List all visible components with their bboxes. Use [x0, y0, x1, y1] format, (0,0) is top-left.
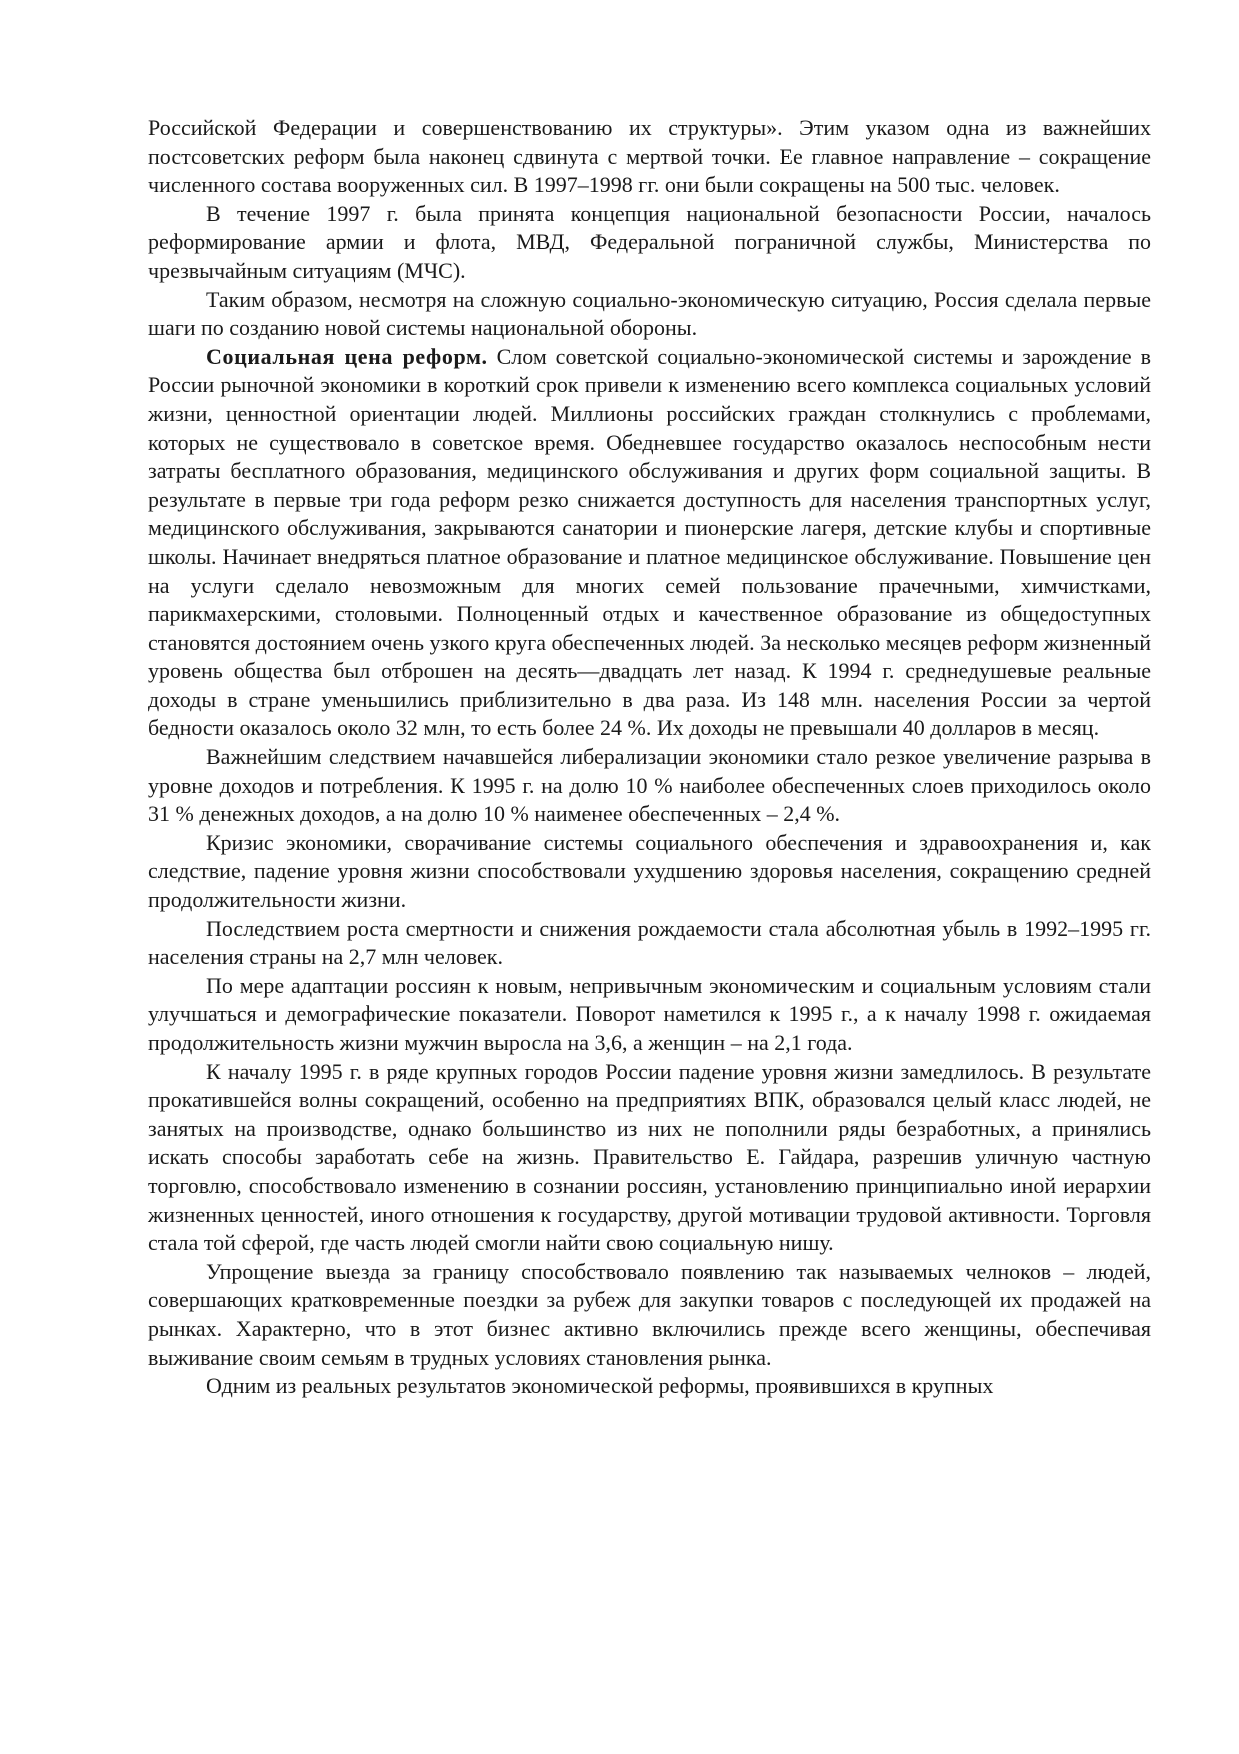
paragraph-2: В течение 1997 г. была принята концепция национальной безопасности России, началось реформирование армии и флота, МВД, Федеральной пограничной службы, Министерства по чрезвычайным ситуациям (МЧС). [148, 200, 1151, 283]
paragraph-5: Важнейшим следствием начавшейся либерализации экономики стало резкое увеличение разрыва в уровне доходов и потребления. К 1995 г. на долю 10 % наиболее обеспеченных слоев приходилось около 31 % денежных доходов, а на долю 10 % наименее обеспеченных – 2,4 %. [148, 744, 1151, 827]
section-heading: Социальная цена реформ. [206, 343, 488, 369]
paragraph-4-body: Слом советской социально-экономической системы и зарождение в России рыночной экономики в короткий срок привели к изменению всего комплекса социальных условий жизни, ценностной ориентации людей. Миллионы российских граждан столкнулись с проблемами, которых не существовало в советское время. Обедневшее государство оказалось неспособным нести затраты бесплатного образования, медицинского обслуживания и других форм социальной защиты. В результате в первые три года реформ резко снижается доступность для населения транспортных услуг, медицинского обслуживания, закрываются санатории и пионерские лагеря, детские клубы и спортивные школы. Начинает внедряться платное образование и платное медицинское обслуживание. Повышение цен на услуги сделало невозможным для многих семей пользование прачечными, химчистками, парикмахерскими, столовыми. Полноценный отдых и качественное образование из общедоступных становятся достоянием очень узкого круга обеспеченных людей. За несколько месяцев реформ жизненный уровень общества был отброшен на десять—двадцать лет назад. К 1994 г. среднедушевые реальные доходы в стране уменьшились приблизительно в два раза. Из 148 млн. населения России за чертой бедности оказалось около 32 млн, то есть более 24 %. Их доходы не превышали 40 долларов в месяц. [148, 343, 1151, 741]
paragraph-7: Последствием роста смертности и снижения рождаемости стала абсолютная убыль в 1992–1995 гг. населения страны на 2,7 млн человек. [148, 915, 1151, 970]
paragraph-10: Упрощение выезда за границу способствовало появлению так называемых челноков – людей, совершающих кратковременные поездки за рубеж для закупки товаров с последующей их продажей на рынках. Характерно, что в этот бизнес активно включились прежде всего женщины, обеспечивая выживание своим семьям в трудных условиях становления рынка. [148, 1258, 1151, 1370]
paragraph-11: Одним из реальных результатов экономической реформы, проявившихся в крупных [206, 1373, 994, 1399]
paragraph-6: Кризис экономики, сворачивание системы социального обеспечения и здравоохранения и, как следствие, падение уровня жизни способствовали ухудшению здоровья населения, сокращению средней продолжительности жизни. [148, 829, 1151, 913]
paragraph-8: По мере адаптации россиян к новым, непривычным экономическим и социальным условиям стали улучшаться и демографические показатели. Поворот наметился к 1995 г., а к началу 1998 г. ожидаемая продолжительность жизни мужчин выросла на 3,6, а женщин – на 2,1 года. [148, 972, 1151, 1055]
paragraph-9: К началу 1995 г. в ряде крупных городов России падение уровня жизни замедлилось. В результате прокатившейся волны сокращений, особенно на предприятиях ВПК, образовался целый класс людей, не занятых на производстве, однако большинство из них не пополнили ряды безработных, а принялись искать способы заработать себе на жизнь. Правительство Е. Гайдара, разрешив уличную частную торговлю, способствовало изменению в сознании россиян, установлению принципиально иной иерархии жизненных ценностей, иного отношения к государству, другой мотивации трудовой активности. Торговля стала той сферой, где часть людей смогли найти свою социальную нишу. [148, 1058, 1151, 1256]
paragraph-3: Таким образом, несмотря на сложную социально-экономическую ситуацию, Россия сделала первые шаги по созданию новой системы национальной обороны. [148, 286, 1151, 341]
document-page [148, 114, 1151, 1401]
paragraph-4 [148, 343, 1151, 743]
paragraph-1: Российской Федерации и совершенствованию их структуры». Этим указом одна из важнейших постсоветских реформ была наконец сдвинута с мертвой точки. Ее главное направление – сокращение численного состава вооруженных сил. В 1997–1998 гг. они были сокращены на 500 тыс. человек. [148, 115, 1151, 198]
